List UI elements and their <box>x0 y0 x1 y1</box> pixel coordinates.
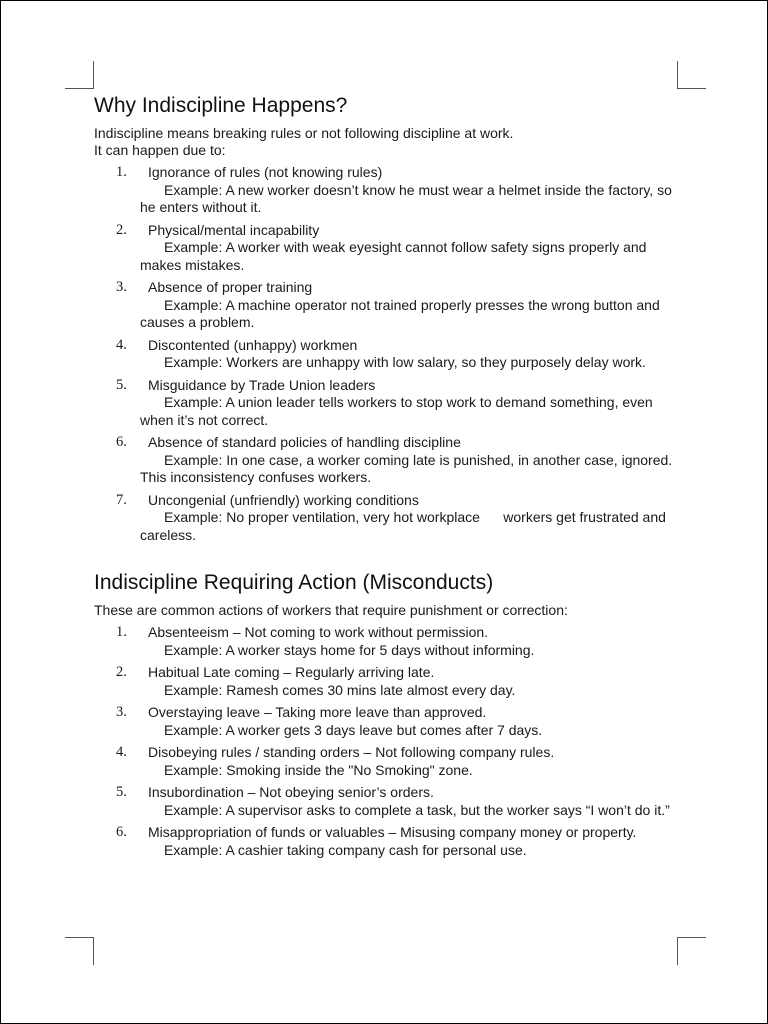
misconducts-list <box>94 624 676 859</box>
item-number: 3. <box>116 704 127 720</box>
list-item <box>94 377 676 430</box>
item-heading: Physical/mental incapability <box>148 221 320 238</box>
item-number: 5. <box>116 376 127 393</box>
item-example: Example: A union leader tells workers to stop work to demand something, even when it’s not correct. <box>140 394 653 428</box>
crop-mark-top-left <box>65 61 94 89</box>
item-heading: Overstaying leave – Taking more leave than approved. <box>148 704 487 720</box>
list-item <box>94 222 676 275</box>
item-heading: Habitual Late coming – Regularly arriving late. <box>148 664 435 680</box>
list-item <box>94 434 676 487</box>
crop-mark-bottom-right <box>677 937 706 965</box>
item-number: 5. <box>116 784 127 800</box>
section-title: Why Indiscipline Happens? <box>94 94 348 117</box>
list-item <box>94 337 676 372</box>
list-item <box>94 664 676 699</box>
item-example: Example: A supervisor asks to complete a task, but the worker says “I won’t do it.” <box>164 801 670 818</box>
section-title: Indiscipline Requiring Action (Misconducts) <box>94 571 494 594</box>
item-number: 2. <box>116 221 127 238</box>
list-item <box>94 784 676 819</box>
item-number: 6. <box>116 824 127 840</box>
item-number: 7. <box>116 491 127 508</box>
item-number: 6. <box>116 434 127 450</box>
item-heading: Discontented (unhappy) workmen <box>148 336 358 353</box>
item-heading: Insubordination – Not obeying senior’s orders. <box>148 784 434 800</box>
item-example: Example: A worker with weak eyesight cannot follow safety signs properly and makes mistakes. <box>140 239 647 273</box>
list-item <box>94 279 676 332</box>
causes-list <box>94 164 676 544</box>
item-heading: Ignorance of rules (not knowing rules) <box>148 164 383 180</box>
item-heading: Misappropriation of funds or valuables – Misusing company money or property. <box>148 824 637 840</box>
item-example: Example: Smoking inside the "No Smoking" zone. <box>164 761 473 778</box>
item-example: Example: In one case, a worker coming late is punished, in another case, ignored. This inconsistency confuses workers. <box>140 451 673 485</box>
list-item <box>94 492 676 545</box>
section-why-indiscipline <box>94 93 676 544</box>
section-misconducts <box>94 570 676 859</box>
list-item <box>94 164 676 217</box>
item-example: Example: A cashier taking company cash for personal use. <box>164 841 527 858</box>
item-number: 4. <box>116 336 127 353</box>
crop-mark-top-right <box>677 61 706 89</box>
item-number: 4. <box>116 744 127 760</box>
page-content <box>94 93 676 864</box>
item-example: Example: No proper ventilation, very hot workplace workers get frustrated and careless. <box>140 509 670 543</box>
item-example: Example: A worker gets 3 days leave but comes after 7 days. <box>164 721 543 738</box>
list-item <box>94 744 676 779</box>
item-heading: Disobeying rules / standing orders – Not following company rules. <box>148 744 555 760</box>
item-example: Example: A worker stays home for 5 days without informing. <box>164 641 535 658</box>
item-heading: Misguidance by Trade Union leaders <box>148 376 376 393</box>
item-heading: Absence of proper training <box>148 279 313 295</box>
item-heading: Uncongenial (unfriendly) working conditions <box>148 491 419 508</box>
list-item <box>94 704 676 739</box>
intro-text: It can happen due to: <box>94 142 226 158</box>
item-heading: Absenteeism – Not coming to work without permission. <box>148 624 489 640</box>
intro-text: These are common actions of workers that require punishment or correction: <box>94 602 568 618</box>
list-item <box>94 824 676 859</box>
item-number: 1. <box>116 624 127 640</box>
item-heading: Absence of standard policies of handling discipline <box>148 434 461 450</box>
crop-mark-bottom-left <box>65 937 94 965</box>
item-example: Example: A new worker doesn’t know he must wear a helmet inside the factory, so he enters without it. <box>140 181 672 215</box>
item-example: Example: A machine operator not trained properly presses the wrong button and causes a problem. <box>140 296 660 330</box>
item-example: Example: Workers are unhappy with low salary, so they purposely delay work. <box>164 354 646 370</box>
item-example: Example: Ramesh comes 30 mins late almost every day. <box>164 681 516 698</box>
item-number: 3. <box>116 279 127 295</box>
item-number: 1. <box>116 164 127 180</box>
intro-text: Indiscipline means breaking rules or not following discipline at work. <box>94 125 514 141</box>
item-number: 2. <box>116 664 127 680</box>
list-item <box>94 624 676 659</box>
